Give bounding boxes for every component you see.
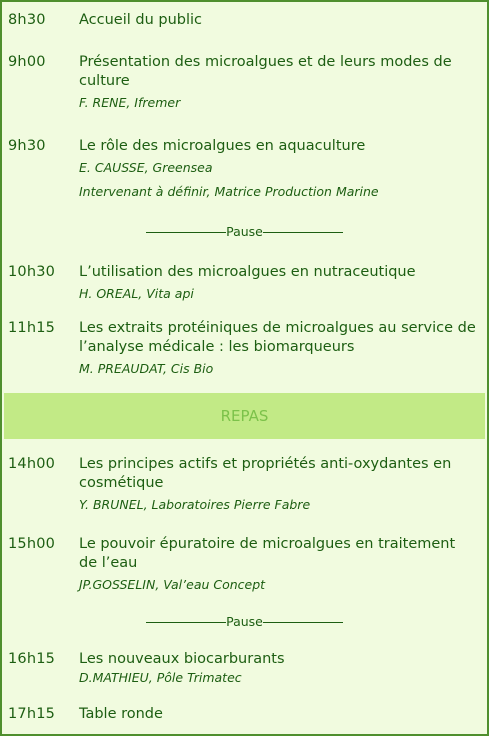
item-time: 9h30 [8, 138, 46, 154]
item-title: Le pouvoir épuratoire de microalgues en traitement de l’eau [79, 536, 456, 571]
item-speaker: D.MATHIEU, Pôle Trimatec [79, 670, 242, 685]
item-speaker: E. CAUSSE, Greensea [79, 160, 213, 175]
item-speaker: M. PREAUDAT, Cis Bio [79, 361, 214, 376]
item-title: Présentation des microalgues et de leurs modes de culture [79, 54, 452, 89]
pause-divider [2, 614, 487, 630]
item-title: Les nouveaux biocarburants [79, 651, 285, 667]
item-time: 8h30 [8, 12, 46, 28]
item-speaker: Y. BRUNEL, Laboratoires Pierre Fabre [79, 497, 311, 512]
item-speaker: JP.GOSSELIN, Val’eau Concept [79, 577, 266, 592]
lunch-break-label: REPAS [220, 407, 269, 425]
item-speaker: H. OREAL, Vita api [79, 286, 194, 301]
item-title: Accueil du public [79, 12, 203, 28]
item-time: 15h00 [8, 536, 56, 552]
pause-label: Pause [226, 614, 263, 629]
item-title: L’utilisation des microalgues en nutraceutique [79, 264, 416, 280]
item-time: 11h15 [8, 320, 56, 336]
item-time: 10h30 [8, 264, 56, 280]
item-time: 16h15 [8, 651, 56, 667]
item-time: 9h00 [8, 54, 46, 70]
pause-dash [146, 232, 226, 233]
pause-divider [2, 224, 487, 240]
lunch-break-band [4, 393, 485, 439]
item-title: Le rôle des microalgues en aquaculture [79, 138, 366, 154]
item-title: Les principes actifs et propriétés anti-oxydantes en cosmétique [79, 456, 452, 491]
item-time: 17h15 [8, 706, 56, 722]
pause-dash [263, 232, 343, 233]
pause-label: Pause [226, 224, 263, 239]
item-title: Les extraits protéiniques de microalgues au service de l’analyse médicale : les biomarqueurs [79, 320, 476, 355]
item-title: Table ronde [79, 706, 163, 722]
item-time: 14h00 [8, 456, 56, 472]
item-speaker: Intervenant à définir, Matrice Production Marine [79, 184, 379, 199]
item-speaker: F. RENE, Ifremer [79, 95, 181, 110]
pause-dash [263, 622, 343, 623]
pause-dash [146, 622, 226, 623]
